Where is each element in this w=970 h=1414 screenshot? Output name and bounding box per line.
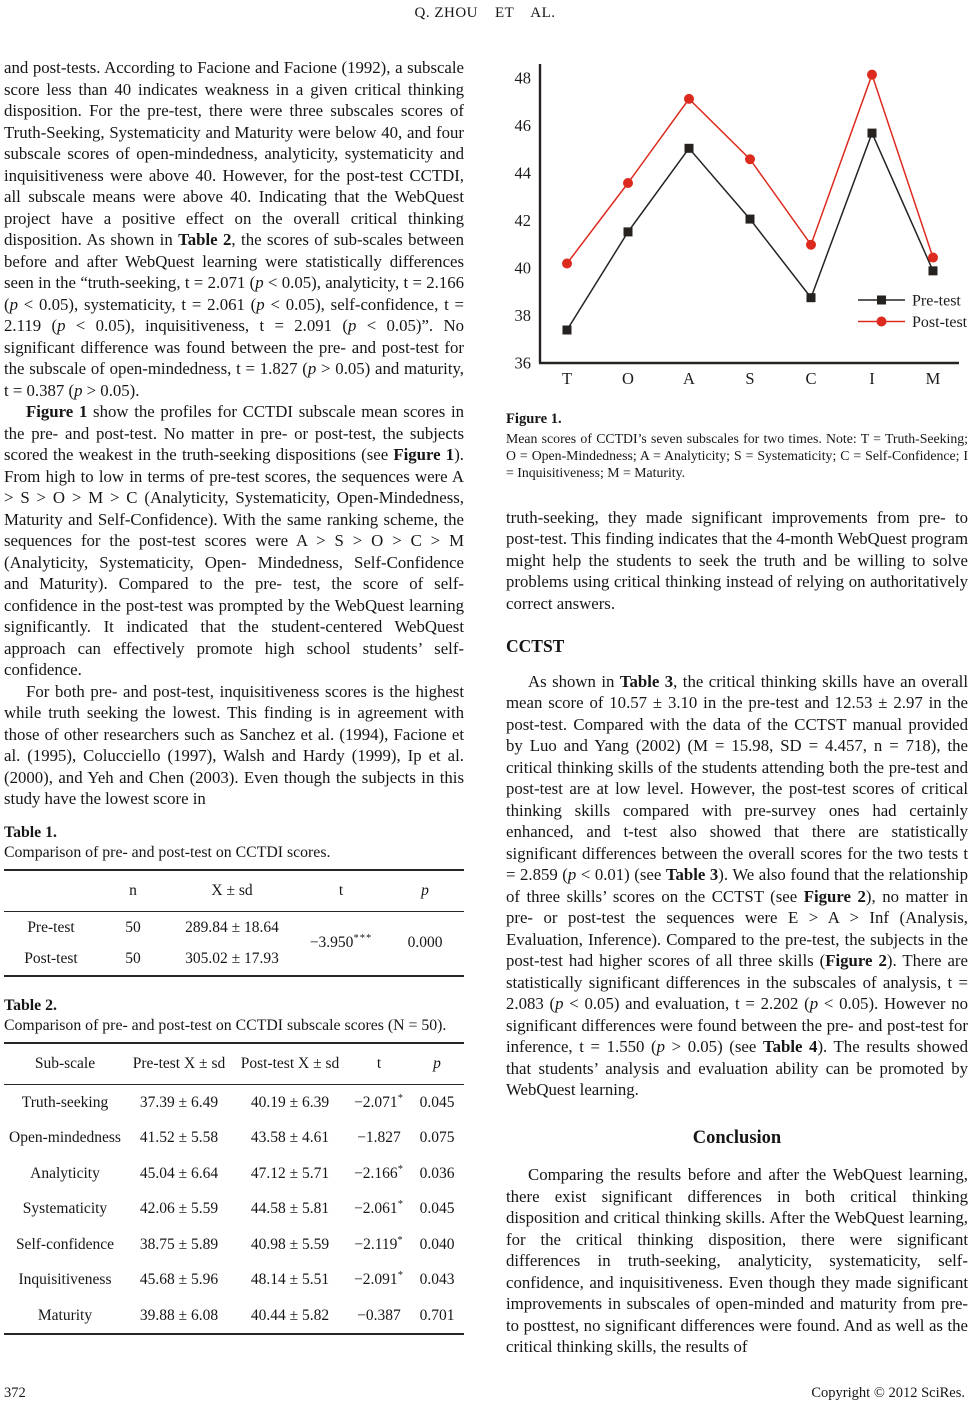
svg-text:C: C (805, 369, 817, 388)
column-header: t (376, 1055, 382, 1072)
table1-caption-label: Table 1. (4, 823, 57, 841)
svg-text:46: 46 (514, 116, 531, 135)
svg-text:40: 40 (514, 258, 531, 278)
svg-text:Post-test: Post-test (912, 314, 968, 331)
paragraph: Figure 1 show the profiles for CCTDI subscale mean scores in the pre- and post-test. No matter in pre- or post-test, the subjects scored the weakest in the truth-seeking dispositions (see Figure 1). From high to low in terms of pre-test scores, the sequences were A > S > O > M > C (Analyticity, Systematicity, Open-Mindedness, Maturity and Self-Confidence). With the same ranking scheme, the sequences for the post-test scores were A > S > O > C > M (Analyticity, Systematicity, Open- Mindedness, Self-Confidence and Maturity). Compared to the pre- test, the score of self-confidence in the post-test was prompted by the WebQuest learning significantly. It indicated that the student-centered WebQuest approach can effectively promote high school students’ self-confidence. (4, 402, 464, 679)
paragraph: For both pre- and post-test, inquisitiveness scores is the highest while truth seeking the lowest. This finding is in agreement with those of other researchers such as Sanchez et al. (1994), Facione et al. (1995), Colucciello (1997), Walsh and Hardy (1999), Ip et al. (2000), and Yeh and Chen (2003). Even though the subjects in this study have the lowest score in (4, 681, 464, 808)
footer-copyright: Copyright © 2012 SciRes. (811, 1385, 965, 1401)
table1-caption-text: Comparison of pre- and post-test on CCTDI scores. (4, 843, 331, 861)
paragraph: and post-tests. According to Facione and Facione (1992), a subscale score less than 40 indicates weakness in a given critical thinking disposition. For the pre-test, there were three subscales scores of Truth-Seeking, Systematicity and Maturity were below 40, and four subscale scores of open-mindedness, analyticity, systematicity and inquisitiveness were above 40. However, for the post-test CCTDI, all subscale means were above 40. Indicating that the WebQuest project have a positive effect on the overall critical thinking disposition. As shown in Table 2, the scores of sub-scales between before and after WebQuest learning were statistically differences seen in the “truth-seeking, t = 2.071 (p < 0.05), analyticity, t = 2.166 (p < 0.05), systematicity, t = 2.061 (p < 0.05), self-confidence, t = 2.119 (p < 0.05), inquisitiveness, t = 2.091 (p < 0.05)”. No significant difference was found between the pre- and post-test for the subscale of open-mindedness, t = 1.827 (p > 0.05) and maturity, t = 0.387 (p > 0.05). (4, 58, 464, 400)
right-column (506, 50, 968, 1358)
table-row: Analyticity 45.04 ± 6.64 47.12 ± 5.71 −2.166* 0.036 (30, 1163, 455, 1182)
table-row: Truth-seeking 37.39 ± 6.49 40.19 ± 6.39 −2.071* 0.045 (21, 1092, 455, 1111)
svg-text:O: O (622, 369, 634, 388)
column-header: n (129, 882, 137, 899)
table-row: Open-mindedness 41.52 ± 5.58 43.58 ± 4.61 −1.827 0.075 (9, 1129, 455, 1146)
table-row: Maturity 39.88 ± 6.08 40.44 ± 5.82 −0.387 0.701 (37, 1306, 455, 1324)
p-value-cell: 0.000 (407, 934, 443, 952)
table2-caption-text: Comparison of pre- and post-test on CCTDI subscale scores (N = 50). (4, 1016, 447, 1034)
figure1-caption-label: Figure 1. (506, 410, 562, 427)
svg-text:Pre-test: Pre-test (912, 292, 961, 310)
figure1 (506, 50, 968, 482)
svg-text:38: 38 (514, 306, 531, 325)
left-column (4, 57, 464, 1335)
svg-text:S: S (745, 369, 755, 388)
column-header (4, 870, 98, 911)
column-header: t (338, 882, 344, 899)
svg-text:A: A (683, 369, 695, 388)
table-row: Inquisitiveness 45.68 ± 5.96 48.14 ± 5.51 −2.091* 0.043 (18, 1269, 455, 1288)
table-row: Self-confidence 38.75 ± 5.89 40.98 ± 5.59 −2.119* 0.040 (15, 1234, 455, 1253)
column-header: p (421, 882, 429, 899)
t-value-cell: −3.950*** (309, 933, 373, 952)
svg-text:42: 42 (514, 211, 531, 230)
paragraph: As shown in Table 3, the critical thinking skills have an overall mean score of 10.57 ± 3.10 in the pre-test and 12.53 ± 2.97 in the post-test. Compared with the data of the CCTST manual provided by Luo and Yang (2002) (M = 15.98, SD = 4.457, n = 718), the critical thinking skills of the students attending both the pre-test and post-test are at low level. However, the post-test scores of critical thinking skills compared with pre-survey ones had certainly enhanced, and t-test also showed that there are statistically significant differences between the overall scores for the two tests t = 2.859 (p < 0.01) (see Table 3). We also found that the relationship of three skills’ scores on the CCTST (see Figure 2), no matter in pre- or post-test the sequences were E > A > Inf (Analysis, Evaluation, Inference). Compared to the pre-test, the subjects in the post-test had higher scores of all three skills (Figure 2). There are statistically significant differences in the subscales of analysis, t = 2.083 (p < 0.05) and evaluation, t = 2.202 (p < 0.05). However no significant differences were found between the pre- and post-test for inference, t = 1.550 (p > 0.05) (see Table 4). The results showed that students’ analysis and evaluation ability can be promoted by WebQuest learning. (506, 671, 969, 1100)
column-header: Post-test X ± sd (240, 1055, 340, 1072)
svg-text:48: 48 (514, 68, 531, 88)
table2-block (4, 996, 464, 1336)
table-row: Post-test 50 305.02 ± 17.93 (24, 950, 279, 967)
column-header: Sub-scale (34, 1055, 96, 1072)
table1 (4, 869, 464, 977)
svg-text:44: 44 (514, 163, 531, 183)
section-heading-conclusion: Conclusion (692, 1127, 782, 1148)
figure1-caption (506, 411, 968, 482)
footer-page-number: 372 (4, 1385, 26, 1401)
column-header: Pre-test X ± sd (132, 1055, 226, 1072)
svg-text:T: T (561, 369, 573, 388)
paragraph: Comparing the results before and after the WebQuest learning, there exist significant differences in both critical thinking disposition and critical thinking skills. After the WebQuest learning, for the critical thinking disposition, there were significant differences in truth-seeking, analyticity, systematicity, self-confidence, and inquisitiveness. Even though they made significant improvements in subscales of open-minded and maturity from pre- to posttest, no significant differences were found. And as well as the critical thinking skills, the results of (506, 1165, 968, 1357)
table-row: Pre-test 50 289.84 ± 18.64 −3.950*** 0.000 (4, 911, 464, 943)
table2 (4, 1042, 464, 1335)
table-row: Systematicity 42.06 ± 5.59 44.58 ± 5.81 −2.061* 0.045 (22, 1198, 455, 1217)
paragraph: truth-seeking, they made significant improvements from pre- to post-test. This finding indicates that the 4-month WebQuest program might help the students to seek the truth and be willing to solve problems using critical thinking instead of relying on authoritatively correct answers. (506, 507, 968, 613)
table1-block (4, 823, 464, 977)
table2-caption-label: Table 2. (4, 996, 57, 1014)
table-header-row (4, 1043, 464, 1084)
table2-body (4, 1084, 464, 1334)
running-head: Q. ZHOU ET AL. (414, 5, 556, 21)
table-header-row (4, 870, 464, 911)
figure1-caption-text: Mean scores of CCTDI’s seven subscales for two times. Note: T = Truth-Seeking; O = Open-Mindedness; A = Analyticity; S = Systematicity; C = Self-Confidence; I = Inquisitiveness; M = Maturity. (506, 430, 968, 481)
svg-text:I: I (869, 369, 875, 388)
svg-text:36: 36 (514, 353, 531, 373)
column-header: p (433, 1055, 441, 1072)
svg-text:M: M (925, 369, 941, 388)
figure1-chart (506, 50, 968, 392)
section-heading-cctst: CCTST (506, 636, 565, 657)
column-header: X ± sd (211, 882, 253, 899)
